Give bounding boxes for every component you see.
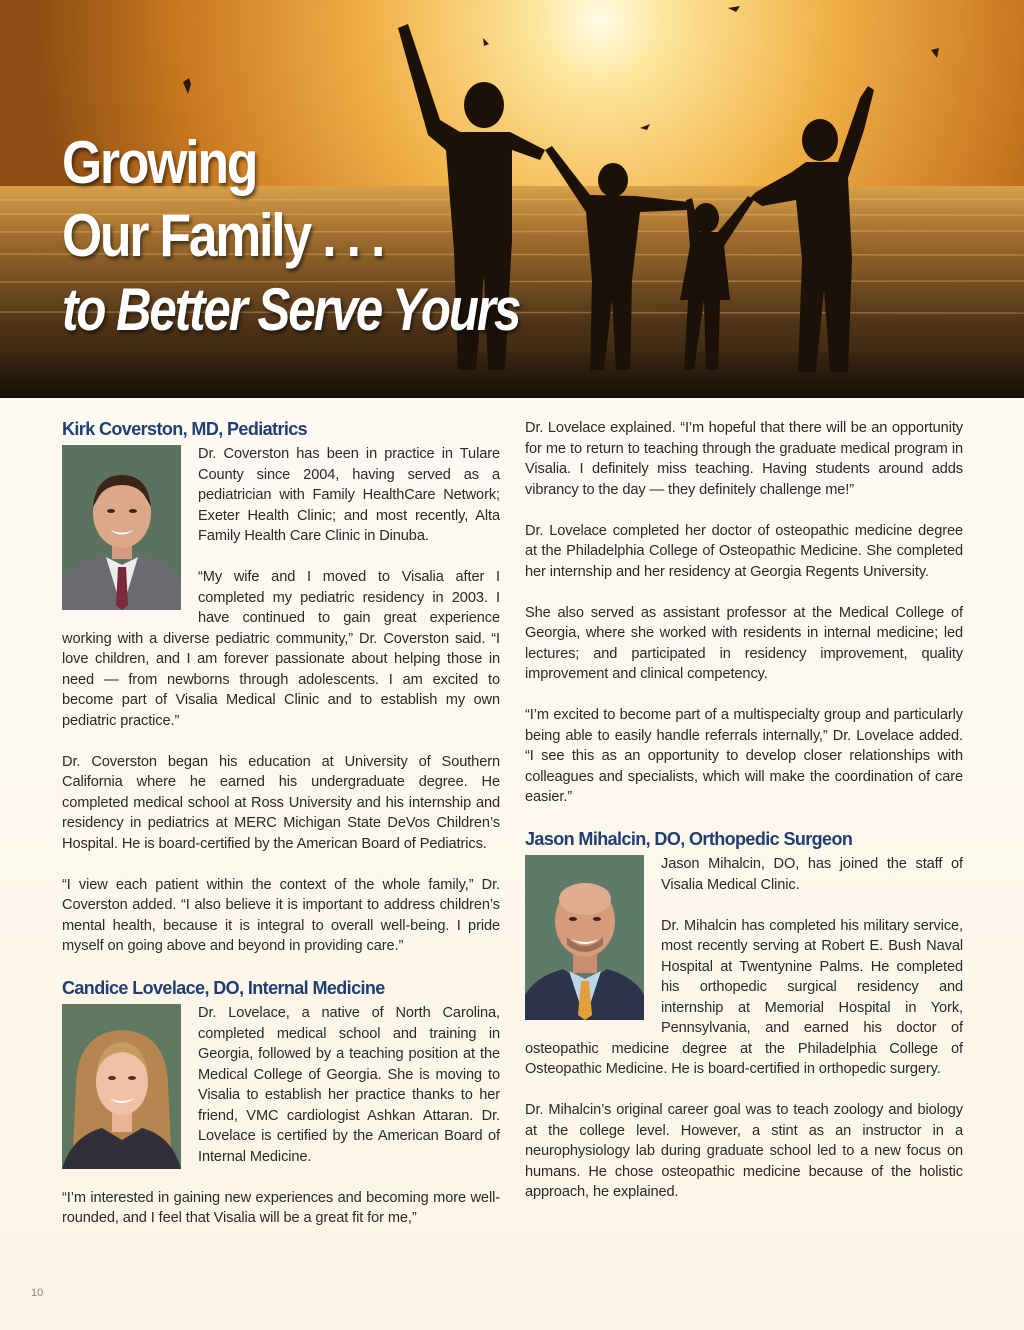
right-column xyxy=(525,418,963,1223)
jason-paragraph-2: Dr. Mihalcin has completed his military service, most recently serving at Robert E. Bush Naval Hospital at Twentynine Palms. He completed his orthopedic surgical residency and internship at Memorial Hospital in York, Pennsylvania, and earned his doctor of osteopathic medicine degree at the Philadelphia College of Osteopathic Medicine. He is board-certified in orthopedic surgery. xyxy=(525,917,963,1077)
kirk-paragraph-1: Dr. Coverston has been in practice in Tulare County since 2004, having served as a pediatrician with Family HealthCare Network; Exeter Health Clinic; and most recently, Alta Family Health Care Clinic in Dinuba. xyxy=(198,446,500,544)
kirk-paragraph-3: Dr. Coverston began his education at University of Southern California where he earned his undergraduate degree. He completed medical school at Ross University and his internship and residency in pediatrics at MERC Michigan State DeVos Children’s Hospital. He is board-certified by the American Board of Pediatrics. xyxy=(62,753,500,852)
title-line-2: Our Family . . . xyxy=(62,202,384,269)
candice-paragraph-6: “I’m excited to become part of a multispecialty group and particularly being able to easily handle referrals internally,” Dr. Lovelace added. “I see this as an opportunity to develop closer relationships with colleagues and specialists, which will make the coordination of care easier.” xyxy=(525,707,963,805)
candice-paragraph-1: Dr. Lovelace, a native of North Carolina, completed medical school and training in Georgia, followed by a teaching position at the Medical College of Georgia. She is moving to Visalia to establish her practice thanks to her friend, VMC cardiologist Ashkan Attaran. Dr. Lovelace is certified by the American Board of Internal Medicine. xyxy=(198,1005,500,1165)
page-title xyxy=(62,128,620,346)
title-line-1: Growing xyxy=(62,129,257,196)
candice-paragraph-4: Dr. Lovelace completed her doctor of osteopathic medicine degree at the Philadelphia College of Osteopathic Medicine. She completed her internship and her residency at Georgia Regents University. xyxy=(525,522,963,580)
candice-paragraph-3: Dr. Lovelace explained. “I’m hopeful that there will be an opportunity for me to return to teaching through the graduate medical program in Visalia. I definitely miss teaching. Having students around adds vibrancy to the day — they definitely challenge me!” xyxy=(525,420,963,498)
page-number: 10 xyxy=(31,1287,44,1299)
jason-paragraph-1: Jason Mihalcin, DO, has joined the staff of Visalia Medical Clinic. xyxy=(661,856,963,893)
jason-paragraph-3: Dr. Mihalcin’s original career goal was to teach zoology and biology at the college level. However, a stint as an instructor in a neurophysiology lab during graduate school led to a new focus on humans. He chose osteopathic medicine because of the holistic approach, he explained. xyxy=(525,1102,963,1200)
candice-lovelace-photo xyxy=(62,1004,181,1169)
left-column xyxy=(62,418,500,1249)
candice-lovelace-heading: Candice Lovelace, DO, Internal Medicine xyxy=(62,978,385,998)
candice-paragraph-2: “I’m interested in gaining new experiences and becoming more well-rounded, and I feel that Visalia will be a great fit for me,” xyxy=(62,1189,500,1226)
kirk-paragraph-4: “I view each patient within the context of the whole family,” Dr. Coverston added. “I also believe it is important to address children’s mental health, because it is integral to overall well-being. I pride myself on going above and beyond in providing care.” xyxy=(62,876,500,954)
candice-paragraph-5: She also served as assistant professor at the Medical College of Georgia, where she worked with residents in internal medicine; led lectures; and participated in residency improvement, quality improvement and clinical competency. xyxy=(525,604,963,682)
title-line-3: to Better Serve Yours xyxy=(62,276,520,343)
jason-mihalcin-photo xyxy=(525,855,644,1020)
hero-banner xyxy=(0,0,1024,398)
jason-mihalcin-heading: Jason Mihalcin, DO, Orthopedic Surgeon xyxy=(525,829,853,849)
kirk-paragraph-2: “My wife and I moved to Visalia after I completed my pediatric residency in 2003. I have continued to gain great experience working with a diverse pediatric community,” Dr. Coverston said. “I love children, and I am forever passionate about helping those in need — from newborns through adolescents. I am excited to become part of Visalia Medical Clinic and to establish my own pediatric practice.” xyxy=(62,569,500,729)
kirk-coverston-heading: Kirk Coverston, MD, Pediatrics xyxy=(62,419,308,439)
kirk-coverston-photo xyxy=(62,445,181,610)
